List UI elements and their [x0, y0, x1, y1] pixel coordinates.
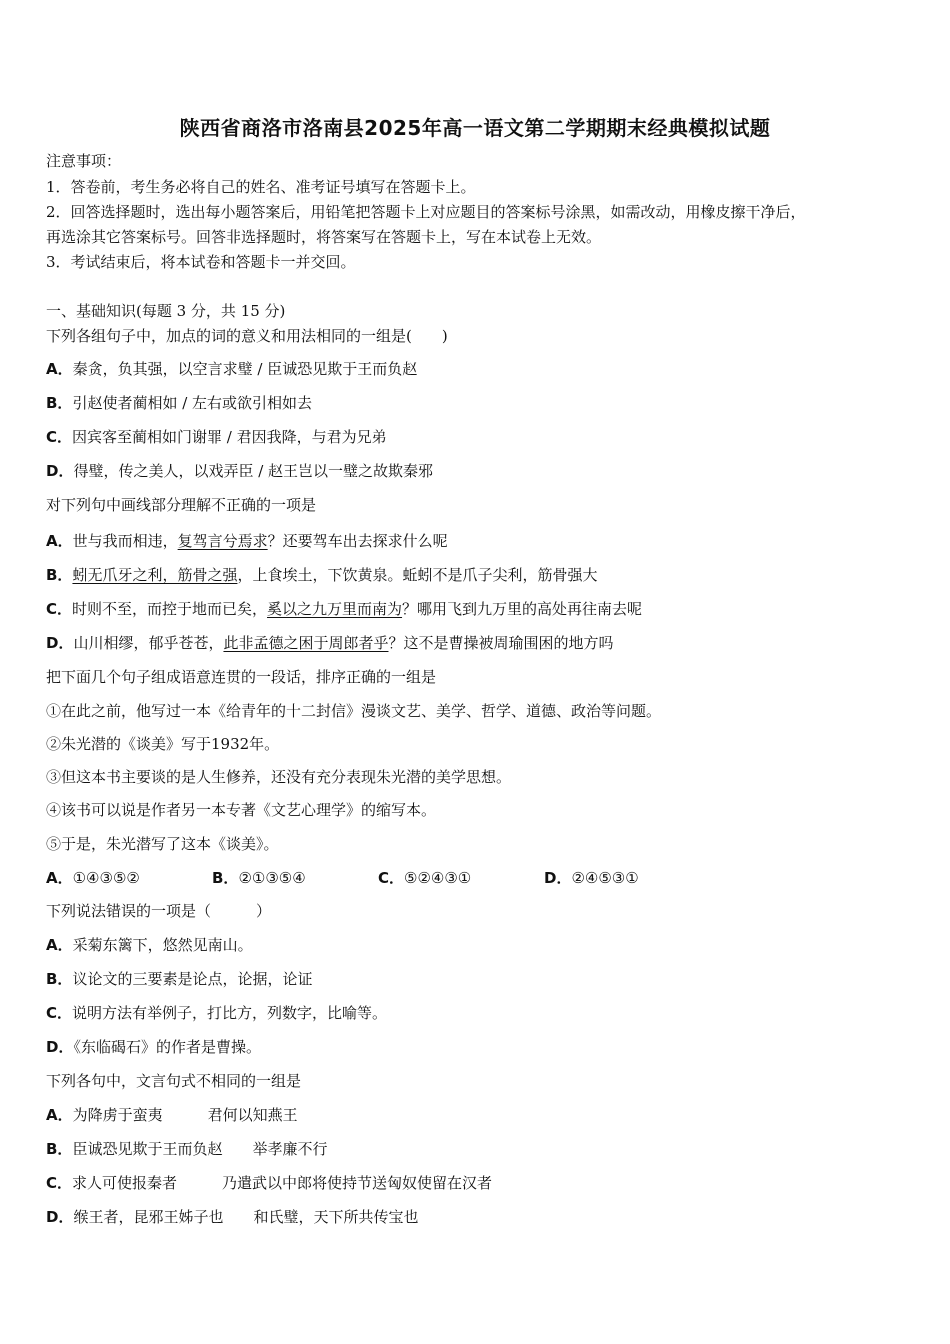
- option-row: [46, 868, 710, 888]
- option-label: D．: [46, 1038, 74, 1056]
- notice-item: 再选涂其它答案标号。回答非选择题时，将答案写在答题卡上，写在本试卷上无效。: [46, 228, 602, 246]
- question-stem: 对下列句中画线部分理解不正确的一项是: [46, 496, 317, 514]
- option-label: C．: [46, 428, 73, 446]
- option-text: 采菊东篱下，悠然见南山。: [72, 936, 253, 954]
- option-text: ①④③⑤②: [72, 869, 140, 887]
- option-label: A．: [46, 532, 73, 550]
- option: [46, 935, 253, 955]
- option-label: B．: [46, 394, 73, 412]
- option-text: ②①③⑤④: [238, 869, 306, 887]
- option-label: A．: [46, 360, 73, 378]
- notice-item: 3．考试结束后，将本试卷和答题卡一并交回。: [46, 253, 356, 271]
- option-text: 议论文的三要素是论点，论据，论证: [72, 970, 313, 988]
- option: [46, 1037, 261, 1057]
- sentence: ④该书可以说是作者另一本专著《文艺心理学》的缩写本。: [46, 801, 437, 819]
- option: [46, 1003, 387, 1023]
- option-text: 引赵使者蔺相如 / 左右或欲引相如去: [72, 394, 313, 412]
- option: [544, 868, 710, 888]
- section-heading: 一、基础知识(每题 3 分，共 15 分): [46, 302, 286, 320]
- option-text: 时则不至，而控于地而已矣，: [72, 600, 268, 618]
- option-label: D．: [46, 634, 74, 652]
- underlined-text: 奚以之九万里而南为: [267, 600, 403, 618]
- option: [46, 1173, 492, 1193]
- sentence: ①在此之前，他写过一本《给青年的十二封信》漫谈文艺、美学、哲学、道德、政治等问题。: [46, 702, 662, 720]
- option: [46, 969, 312, 989]
- option-label: D．: [46, 462, 74, 480]
- option: [46, 359, 417, 379]
- option-label: A．: [46, 936, 73, 954]
- option-label: D．: [544, 869, 572, 887]
- option-text: 求人可使报秦者 乃遣武以中郎将使持节送匈奴使留在汉者: [72, 1174, 493, 1192]
- option: [46, 1207, 418, 1227]
- option-label: B．: [212, 869, 239, 887]
- option: [46, 599, 642, 619]
- option-text: 得璧，传之美人，以戏弄臣 / 赵王岂以一璧之故欺秦邪: [73, 462, 434, 480]
- option: [46, 427, 387, 447]
- option-text: ，上食埃土，下饮黄泉。蚯蚓不是爪子尖利，筋骨强大: [237, 566, 598, 584]
- underlined-text: 此非孟德之困于周郎者乎: [223, 634, 389, 652]
- option-text: 世与我而相违，: [72, 532, 178, 550]
- notice-heading: 注意事项：: [46, 152, 122, 170]
- option-label: A．: [46, 869, 73, 887]
- sentence: ⑤于是，朱光潜写了这本《谈美》。: [46, 835, 279, 853]
- option-text: 山川相缪，郁乎苍苍，: [73, 634, 224, 652]
- option-label: B．: [46, 970, 73, 988]
- option: [378, 868, 544, 888]
- question-stem: 下列说法错误的一项是（ ）: [46, 902, 272, 920]
- sentence: ②朱光潜的《谈美》写于1932年。: [46, 735, 280, 753]
- page-title: 陕西省商洛市洛南县2025年高一语文第二学期期末经典模拟试题: [179, 116, 771, 140]
- question-stem: 把下面几个句子组成语意连贯的一段话，排序正确的一组是: [46, 668, 437, 686]
- option-text: ？哪用飞到九万里的高处再往南去呢: [402, 600, 643, 618]
- option-label: B．: [46, 1140, 73, 1158]
- option-text: 说明方法有举例子，打比方，列数字，比喻等。: [72, 1004, 388, 1022]
- question-stem: 下列各组句子中，加点的词的意义和用法相同的一组是( ): [46, 327, 448, 345]
- option-label: C．: [46, 1004, 73, 1022]
- option-text: 缑王者，昆邪王姊子也 和氏璧，天下所共传宝也: [73, 1208, 419, 1226]
- option-label: C．: [46, 1174, 73, 1192]
- option-text: ？这不是曹操被周瑜围困的地方吗: [388, 634, 614, 652]
- option: [212, 868, 378, 888]
- option-label: C．: [46, 600, 73, 618]
- option: [46, 868, 212, 888]
- option-text: 因宾客至蔺相如门谢罪 / 君因我降，与君为兄弟: [72, 428, 387, 446]
- option-text: 《东临碣石》的作者是曹操。: [73, 1038, 261, 1056]
- notice-item: 2．回答选择题时，选出每小题答案后，用铅笔把答题卡上对应题目的答案标号涂黑，如需改动，用橡皮擦干净后，: [46, 203, 806, 221]
- option-text: 秦贪，负其强，以空言求璧 / 臣诚恐见欺于王而负赵: [72, 360, 418, 378]
- sentence: ③但这本书主要谈的是人生修养，还没有充分表现朱光潜的美学思想。: [46, 768, 512, 786]
- option-text: 臣诚恐见欺于王而负赵 举孝廉不行: [72, 1140, 328, 1158]
- option: [46, 461, 433, 481]
- option: [46, 531, 448, 551]
- option-label: A．: [46, 1106, 73, 1124]
- underlined-text: 复驾言兮焉求: [177, 532, 268, 550]
- question-stem: 下列各句中，文言句式不相同的一组是: [46, 1072, 302, 1090]
- option-text: 为降虏于蛮夷 君何以知燕王: [72, 1106, 298, 1124]
- option: [46, 393, 312, 413]
- option: [46, 565, 597, 585]
- underlined-text: 蚓无爪牙之利，筋骨之强: [72, 566, 238, 584]
- option-label: D．: [46, 1208, 74, 1226]
- option: [46, 633, 614, 653]
- notice-item: 1．答卷前，考生务必将自己的姓名、准考证号填写在答题卡上。: [46, 178, 476, 196]
- option: [46, 1105, 298, 1125]
- option: [46, 1139, 327, 1159]
- option-text: ②④⑤③①: [571, 869, 639, 887]
- option-text: ？还要驾车出去探求什么呢: [267, 532, 448, 550]
- option-label: C．: [378, 869, 405, 887]
- option-label: B．: [46, 566, 73, 584]
- option-text: ⑤②④③①: [404, 869, 472, 887]
